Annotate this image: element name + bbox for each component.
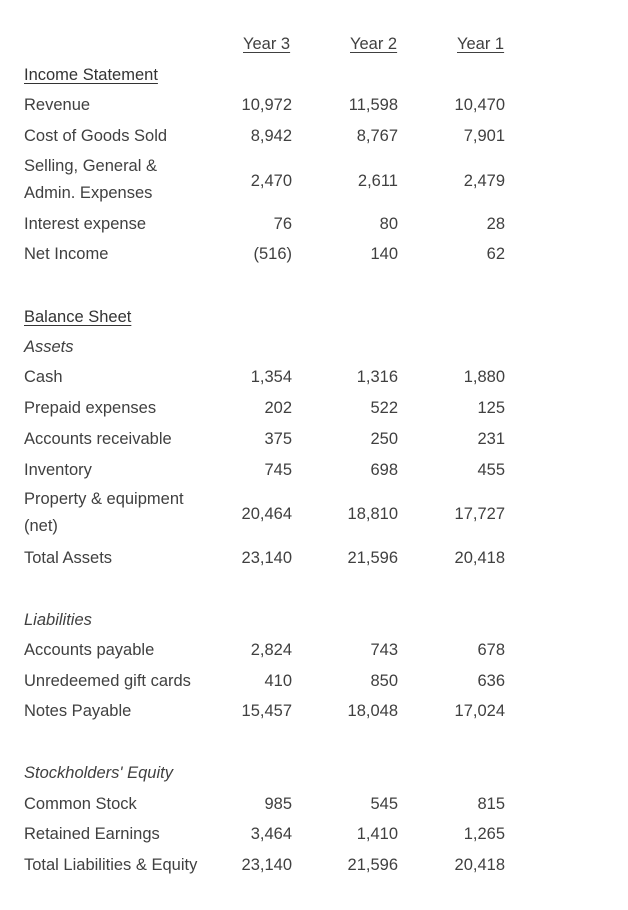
cell-year-3: 985 [264, 795, 292, 813]
row-label: Revenue [24, 96, 91, 114]
cell-year-2: 21,596 [347, 856, 398, 874]
table-row [0, 394, 628, 422]
assets-subheading-row [0, 333, 628, 361]
cell-year-1: 28 [486, 215, 505, 233]
cell-year-2: 1,316 [356, 368, 398, 386]
cell-year-1: 815 [477, 795, 505, 813]
cell-year-1: 17,024 [454, 702, 505, 720]
cell-year-3: 23,140 [241, 856, 292, 874]
table-row [0, 820, 628, 848]
table-row [0, 210, 628, 238]
cell-year-3: 10,972 [241, 96, 292, 114]
cell-year-2: 2,611 [357, 172, 398, 190]
row-label: Net Income [24, 245, 109, 263]
cell-year-2: 8,767 [356, 127, 398, 145]
cell-year-1: 2,479 [463, 172, 505, 190]
row-label: Property & equipment (net) [24, 490, 184, 535]
equity-subheading-row [0, 759, 628, 787]
column-header-year-1: Year 1 [457, 35, 505, 53]
cell-year-2: 140 [370, 245, 398, 263]
table-row [0, 484, 628, 544]
row-label: Inventory [24, 461, 92, 479]
cell-year-1: 455 [477, 461, 505, 479]
row-label: Common Stock [24, 795, 137, 813]
table-row [0, 425, 628, 453]
table-row [0, 790, 628, 818]
cell-year-3: 23,140 [241, 549, 292, 567]
table-row [0, 697, 628, 725]
cell-year-1: 10,470 [454, 96, 505, 114]
cell-year-3: 3,464 [250, 825, 292, 843]
table-row [0, 667, 628, 695]
cell-year-1: 20,418 [454, 856, 505, 874]
cell-year-1: 62 [486, 245, 505, 263]
balance-sheet-heading: Balance Sheet [24, 308, 132, 326]
column-header-year-3: Year 3 [243, 35, 291, 53]
equity-subheading: Stockholders' Equity [24, 764, 173, 782]
cell-year-2: 522 [370, 399, 398, 417]
row-label: Notes Payable [24, 702, 132, 720]
cell-year-1: 125 [477, 399, 505, 417]
cell-year-3: 745 [264, 461, 292, 479]
income-statement-heading-row [0, 61, 628, 89]
cell-year-1: 231 [477, 430, 505, 448]
row-label: Unredeemed gift cards [24, 672, 191, 690]
table-row [0, 544, 628, 572]
row-label: Selling, General & Admin. Expenses [24, 157, 157, 202]
cell-year-1: 1,265 [463, 825, 505, 843]
cell-year-2: 250 [370, 430, 398, 448]
table-row [0, 456, 628, 484]
table-row [0, 240, 628, 268]
column-header-row [0, 30, 628, 58]
cell-year-2: 80 [379, 215, 398, 233]
cell-year-3: 410 [264, 672, 292, 690]
table-row [0, 91, 628, 119]
cell-year-3: (516) [253, 245, 292, 263]
cell-year-1: 678 [477, 641, 505, 659]
table-row [0, 851, 628, 879]
row-label: Cost of Goods Sold [24, 127, 168, 145]
cell-year-2: 18,048 [347, 702, 398, 720]
cell-year-1: 1,880 [463, 368, 505, 386]
balance-sheet-heading-row [0, 303, 628, 331]
row-label: Retained Earnings [24, 825, 160, 843]
cell-year-3: 202 [264, 399, 292, 417]
cell-year-1: 17,727 [454, 505, 505, 523]
cell-year-3: 1,354 [250, 368, 292, 386]
table-row [0, 363, 628, 391]
cell-year-1: 20,418 [454, 549, 505, 567]
column-header-year-2: Year 2 [350, 35, 398, 53]
cell-year-3: 8,942 [250, 127, 292, 145]
row-label: Accounts payable [24, 641, 155, 659]
row-label: Total Liabilities & Equity [24, 856, 198, 874]
row-label: Total Assets [24, 549, 113, 567]
cell-year-1: 7,901 [463, 127, 505, 145]
cell-year-2: 11,598 [348, 96, 398, 114]
row-label: Interest expense [24, 215, 146, 233]
cell-year-2: 1,410 [356, 825, 398, 843]
cell-year-2: 18,810 [347, 505, 398, 523]
cell-year-2: 545 [370, 795, 398, 813]
table-row [0, 151, 628, 211]
assets-subheading: Assets [24, 338, 74, 356]
cell-year-3: 2,470 [250, 172, 292, 190]
cell-year-2: 21,596 [347, 549, 398, 567]
cell-year-3: 375 [264, 430, 292, 448]
cell-year-3: 20,464 [241, 505, 292, 523]
cell-year-3: 76 [273, 215, 292, 233]
cell-year-2: 850 [370, 672, 398, 690]
cell-year-3: 2,824 [250, 641, 292, 659]
liabilities-subheading-row [0, 606, 628, 634]
cell-year-2: 743 [370, 641, 398, 659]
liabilities-subheading: Liabilities [24, 611, 92, 629]
table-row [0, 122, 628, 150]
income-statement-heading: Income Statement [24, 66, 158, 84]
cell-year-3: 15,457 [241, 702, 292, 720]
row-label: Prepaid expenses [24, 399, 157, 417]
table-row [0, 636, 628, 664]
cell-year-1: 636 [477, 672, 505, 690]
cell-year-2: 698 [370, 461, 398, 479]
row-label: Accounts receivable [24, 430, 172, 448]
row-label: Cash [24, 368, 63, 386]
